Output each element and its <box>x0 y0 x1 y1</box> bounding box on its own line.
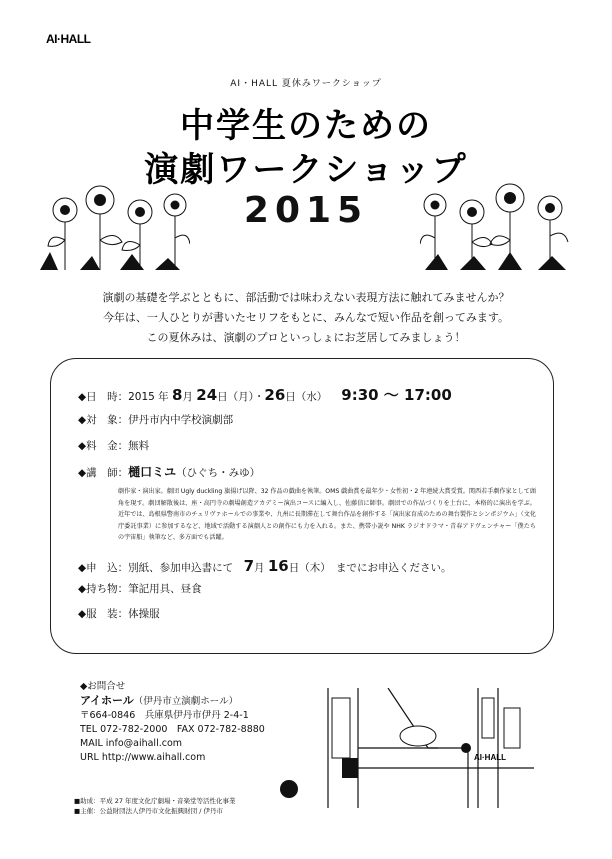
sponsor-line: ■助成：平成 27 年度文化庁劇場・音楽堂等活性化事業 <box>74 797 236 805</box>
clothes-row <box>78 606 160 621</box>
intro-line: 演劇の基礎を学ぶとともに、部活動では味わえない表現方法に触れてみませんか？ <box>102 291 510 304</box>
sunflowers-right-illustration <box>420 170 570 270</box>
date-day1: 24 <box>196 386 218 404</box>
fee-label: ◆料 金： <box>78 440 129 452</box>
bring-label: ◆持ち物： <box>78 583 129 595</box>
instructor-reading: （ひぐち・みゆ） <box>176 467 261 479</box>
instructor-bio: 劇作家・演出家。劇団 Ugly duckling 旗揚げ以降、32 作品の戯曲を執筆。OMS 戯曲賞を最年少・女性初・2 年連続大賞受賞。関西若手劇作家として頭角を現す。劇団解散後は、座・高円寺の劇場創造アカデミー演出コースに編入し、佐藤信に師事。劇団での作品づくりを土台に、本格的に演出を学ぶ。近年では、島根県警南市のチェリヴァホールでの事業や、九州に長期滞在して舞台作品を創作する「演出家育成のための舞台製作とシンポジウム」（文化庁委託事業）に参加するなど、地域で活動する演劇人との創作にも力を入れる。また、携帯小説や NHK ラジオドラマ・青春アドヴェンチャー「僕たちの宇宙船」執筆など、多方面でも活躍。 <box>118 488 536 542</box>
bring-row <box>78 581 202 596</box>
date-day2: 26 <box>264 386 286 404</box>
apply-day: 16 <box>267 557 289 575</box>
intro-line: 今年は、一人ひとりが書いたセリフをもとに、みんなで短い作品を創ってみます。 <box>102 311 510 324</box>
apply-row <box>78 557 451 575</box>
clothes-label: ◆服 装： <box>78 608 129 620</box>
target-label: ◆対 象： <box>78 414 129 426</box>
target-row <box>78 412 233 427</box>
event-subtitle: AI・HALL 夏休みワークショップ <box>230 79 382 89</box>
sunflowers-left-illustration <box>40 170 190 270</box>
fee-row <box>78 438 149 453</box>
apply-label: ◆申 込： <box>78 562 129 574</box>
event-year: 2015 <box>243 190 369 231</box>
date-day1-unit: 日（月）・ <box>217 391 265 403</box>
target-value: 伊丹市内中学校演劇部 <box>128 414 234 426</box>
contact-org-note: （伊丹市立演劇ホール） <box>133 696 239 707</box>
contact-address: 〒664-0846 兵庫県伊丹市伊丹 2-4-1 <box>80 710 249 721</box>
contact-url-link[interactable]: URL http://www.aihall.com <box>80 752 206 763</box>
apply-prefix: 別紙、参加申込書にて <box>128 562 244 574</box>
date-prefix: 2015 年 <box>128 391 172 403</box>
date-day2-unit: 日（水） <box>285 391 328 403</box>
date-label: ◆日 時： <box>78 391 129 403</box>
apply-month: 7 <box>243 557 255 575</box>
contact-tel: TEL 072-782-2000 FAX 072-782-8880 <box>80 724 265 735</box>
page-title-line2: 演劇ワークショップ <box>144 150 468 190</box>
aihall-logo: AI·HALL <box>46 32 91 46</box>
map-hall-label: AI·HALL <box>474 753 506 762</box>
bring-value: 筆記用具、昼食 <box>128 583 202 595</box>
access-map <box>318 688 534 808</box>
date-row <box>78 384 452 405</box>
instructor-row <box>78 463 260 480</box>
apply-month-unit: 月 <box>254 562 268 574</box>
instructor-label: ◆講 師： <box>78 467 129 479</box>
contact-mail-link[interactable]: MAIL info@aihall.com <box>80 738 183 749</box>
fee-value: 無料 <box>128 440 150 452</box>
instructor-name: 樋口ミユ <box>128 465 177 479</box>
date-time: 9:30 〜 17:00 <box>341 386 452 404</box>
apply-suffix: 日（木） までにお申込ください。 <box>288 562 452 574</box>
page-title-line1: 中学生のための <box>180 106 432 146</box>
date-month: 8 <box>171 386 183 404</box>
date-month-unit: 月 <box>182 391 197 403</box>
contact-block <box>80 680 265 765</box>
clothes-value: 体操服 <box>128 608 160 620</box>
agency-seal-icon <box>276 778 302 804</box>
intro-line: この夏休みは、演劇のプロといっしょにお芝居してみましょう！ <box>146 331 466 344</box>
sponsor-line: ■主催：公益財団法人伊丹市文化振興財団 / 伊丹市 <box>74 807 223 815</box>
contact-org: アイホール <box>80 694 134 707</box>
sponsor-block <box>74 796 236 816</box>
contact-heading: ◆お問合せ <box>80 681 126 692</box>
intro-text <box>0 288 612 348</box>
